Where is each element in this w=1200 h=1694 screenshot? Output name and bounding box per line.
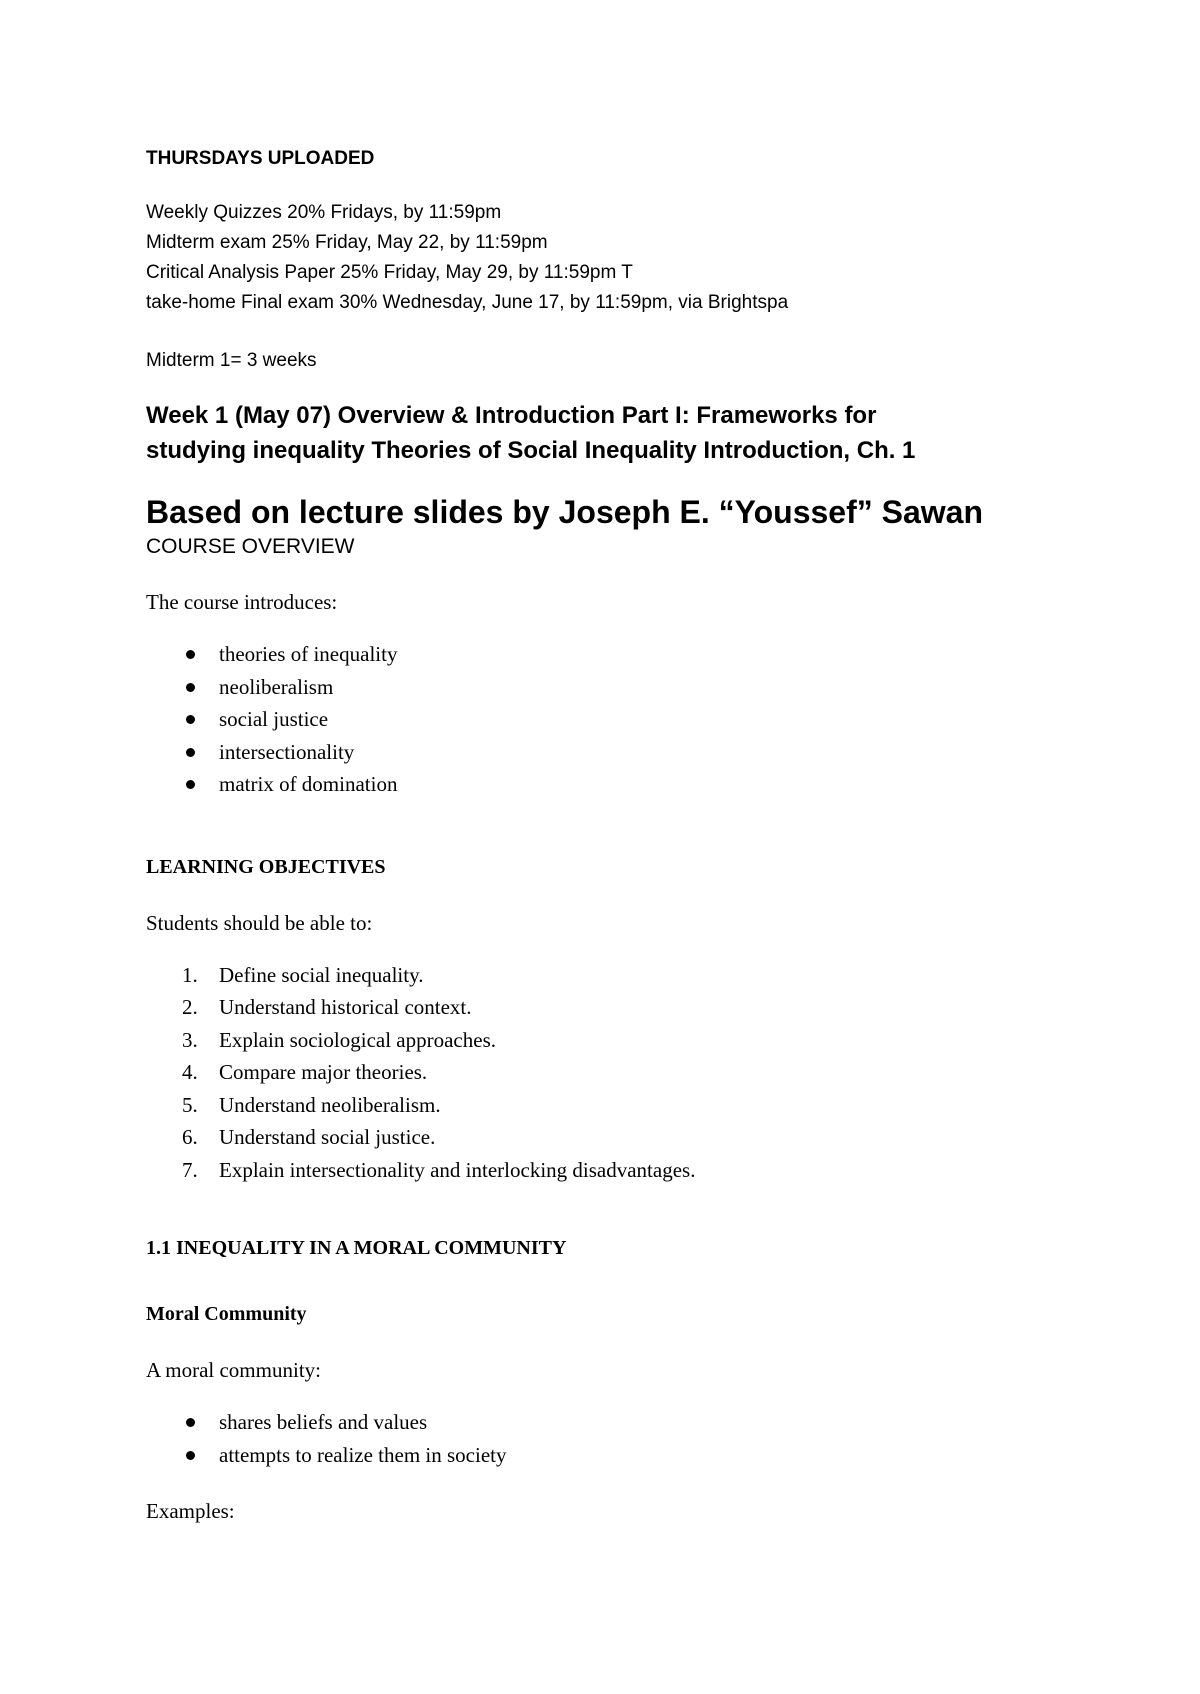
learning-objectives-intro: Students should be able to: bbox=[146, 910, 373, 935]
list-item bbox=[146, 1089, 1106, 1122]
course-overview-heading: COURSE OVERVIEW bbox=[146, 535, 355, 558]
list-item bbox=[146, 1154, 1106, 1187]
list-item bbox=[146, 1439, 1106, 1472]
document-page bbox=[146, 144, 1106, 1527]
bullet-icon bbox=[186, 683, 195, 692]
list-item bbox=[146, 1024, 1106, 1057]
bullet-icon bbox=[186, 748, 195, 757]
moral-community-intro: A moral community: bbox=[146, 1358, 321, 1382]
list-number: 5. bbox=[182, 1092, 198, 1117]
list-item-text: shares beliefs and values bbox=[219, 1410, 428, 1434]
assessment-line: take-home Final exam 30% Wednesday, June 17, by 11:59pm, via Brightspa bbox=[146, 292, 789, 313]
list-item-text: Compare major theories. bbox=[219, 1060, 428, 1084]
list-item-text: Explain sociological approaches. bbox=[219, 1027, 496, 1052]
week-heading-line: Week 1 (May 07) Overview & Introduction Part I: Frameworks for bbox=[146, 402, 877, 429]
week-heading-line: studying inequality Theories of Social Inequality Introduction, Ch. 1 bbox=[146, 437, 916, 464]
list-item bbox=[146, 736, 1106, 769]
list-item-text: intersectionality bbox=[219, 739, 355, 764]
list-item bbox=[146, 991, 1106, 1024]
assessment-list bbox=[146, 198, 1106, 318]
list-item-text: theories of inequality bbox=[219, 642, 398, 666]
course-overview-list bbox=[146, 638, 1106, 801]
list-item bbox=[146, 1121, 1106, 1154]
list-item-text: attempts to realize them in society bbox=[219, 1442, 507, 1467]
list-item bbox=[146, 1056, 1106, 1089]
list-item-text: social justice bbox=[219, 707, 329, 731]
list-number: 7. bbox=[182, 1157, 198, 1182]
moral-community-list bbox=[146, 1406, 1106, 1471]
list-number: 3. bbox=[182, 1027, 198, 1052]
list-number: 1. bbox=[182, 962, 198, 987]
learning-objectives-list bbox=[146, 959, 1106, 1187]
list-item-text: Understand historical context. bbox=[219, 995, 472, 1019]
list-number: 4. bbox=[182, 1060, 198, 1084]
bullet-icon bbox=[186, 650, 195, 659]
assessment-line: Critical Analysis Paper 25% Friday, May 29, by 11:59pm T bbox=[146, 262, 633, 283]
examples-label: Examples: bbox=[146, 1499, 235, 1523]
bullet-icon bbox=[186, 780, 195, 789]
section-1-1-heading: 1.1 INEQUALITY IN A MORAL COMMUNITY bbox=[146, 1237, 567, 1259]
list-item-text: Understand neoliberalism. bbox=[219, 1092, 441, 1117]
list-item bbox=[146, 768, 1106, 801]
list-item-text: Understand social justice. bbox=[219, 1125, 436, 1149]
list-item-text: Explain intersectionality and interlocking disadvantages. bbox=[219, 1157, 696, 1182]
bullet-icon bbox=[186, 1418, 195, 1427]
list-item bbox=[146, 959, 1106, 992]
moral-community-subheading: Moral Community bbox=[146, 1303, 307, 1325]
list-item-text: neoliberalism bbox=[219, 674, 334, 699]
list-item bbox=[146, 1406, 1106, 1439]
week-heading bbox=[146, 398, 1106, 468]
assessment-line: Weekly Quizzes 20% Fridays, by 11:59pm bbox=[146, 202, 502, 223]
list-number: 2. bbox=[182, 995, 198, 1019]
bullet-icon bbox=[186, 715, 195, 724]
midterm-note: Midterm 1= 3 weeks bbox=[146, 350, 317, 371]
assessment-line: Midterm exam 25% Friday, May 22, by 11:59pm bbox=[146, 232, 548, 253]
list-item bbox=[146, 638, 1106, 671]
page-header-label: THURSDAYS UPLOADED bbox=[146, 148, 375, 169]
list-item bbox=[146, 671, 1106, 704]
learning-objectives-heading: LEARNING OBJECTIVES bbox=[146, 855, 386, 878]
list-number: 6. bbox=[182, 1125, 198, 1149]
lecture-credit-heading: Based on lecture slides by Joseph E. “Youssef” Sawan bbox=[146, 494, 984, 530]
list-item-text: matrix of domination bbox=[219, 772, 398, 796]
list-item bbox=[146, 703, 1106, 736]
course-overview-intro: The course introduces: bbox=[146, 590, 338, 614]
list-item-text: Define social inequality. bbox=[219, 962, 424, 987]
bullet-icon bbox=[186, 1451, 195, 1460]
